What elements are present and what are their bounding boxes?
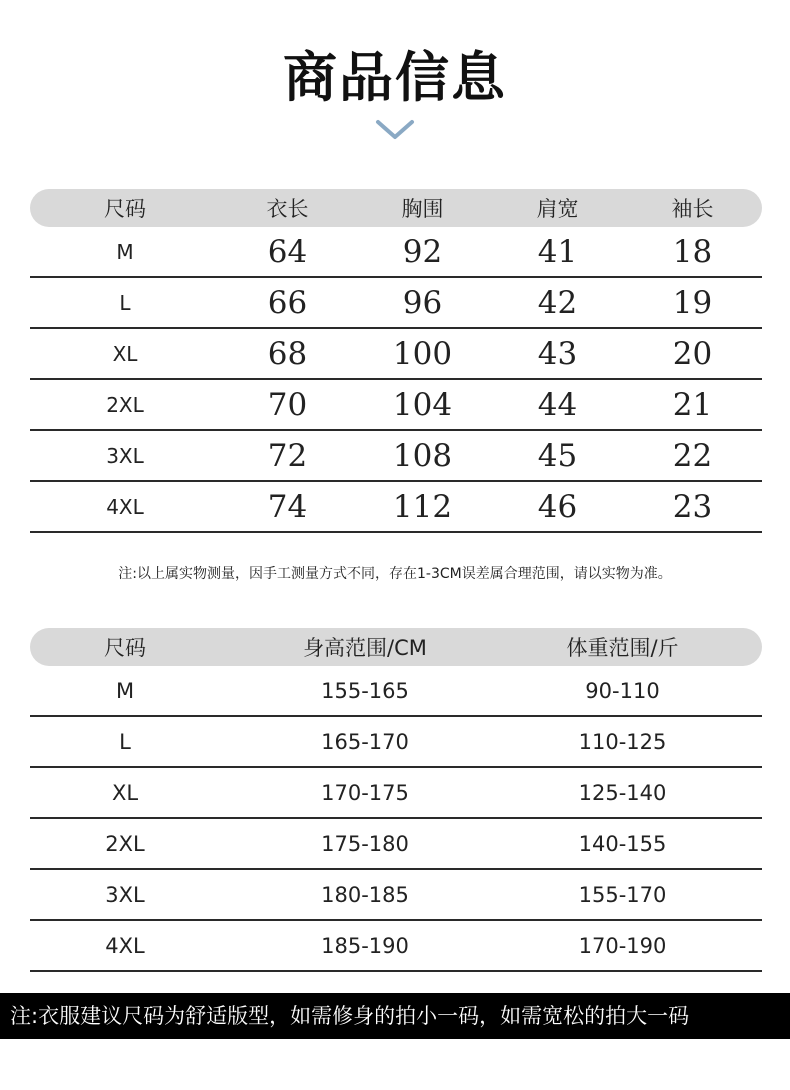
- table-row: [30, 227, 762, 278]
- length-cell: 66: [267, 284, 308, 321]
- height-cell: 165-170: [321, 729, 409, 754]
- height-cell: 155-165: [321, 678, 409, 703]
- sleeve-cell: 20: [672, 335, 713, 372]
- sleeve-cell: 21: [672, 386, 713, 423]
- table-row: [30, 278, 762, 329]
- table-row: [30, 717, 762, 768]
- header-size: 尺码: [104, 636, 146, 660]
- fit-table: [30, 628, 762, 972]
- header-weight: 体重范围/斤: [566, 636, 679, 660]
- shoulder-cell: 43: [537, 335, 578, 372]
- shoulder-cell: 42: [537, 284, 578, 321]
- page-title: 商品信息: [283, 46, 507, 109]
- chest-cell: 112: [392, 488, 453, 525]
- table-row: [30, 921, 762, 972]
- size-cell: 2XL: [106, 392, 144, 417]
- size-cell: M: [115, 678, 135, 703]
- table-row: [30, 431, 762, 482]
- length-cell: 70: [267, 386, 308, 423]
- length-cell: 72: [267, 437, 308, 474]
- size-cell: 4XL: [106, 494, 144, 519]
- shoulder-cell: 46: [537, 488, 578, 525]
- size-cell: 4XL: [105, 933, 145, 958]
- table-row: [30, 819, 762, 870]
- header-size: 尺码: [104, 197, 146, 221]
- size-table: [30, 189, 762, 533]
- chest-cell: 92: [402, 233, 443, 270]
- measurement-note: 注:以上属实物测量，因手工测量方式不同，存在1-3CM误差属合理范围，请以实物为准。: [118, 566, 672, 582]
- table-row: [30, 482, 762, 533]
- chest-cell: 104: [392, 386, 453, 423]
- height-cell: 170-175: [321, 780, 409, 805]
- height-cell: 180-185: [321, 882, 409, 907]
- size-cell: L: [119, 729, 131, 754]
- size-cell: 3XL: [105, 882, 145, 907]
- table-row: [30, 666, 762, 717]
- header-length: 衣长: [266, 197, 309, 221]
- chest-cell: 96: [402, 284, 443, 321]
- height-cell: 175-180: [321, 831, 409, 856]
- table-row: [30, 768, 762, 819]
- weight-cell: 125-140: [578, 780, 667, 805]
- table-row: [30, 329, 762, 380]
- size-cell: 3XL: [106, 443, 144, 468]
- header-chest: 胸围: [401, 197, 444, 221]
- size-table-header: [30, 189, 762, 227]
- fit-table-header: [30, 628, 762, 666]
- weight-cell: 90-110: [585, 678, 660, 703]
- table-row: [30, 870, 762, 921]
- fit-advice-banner: 注:衣服建议尺码为舒适版型，如需修身的拍小一码，如需宽松的拍大一码: [0, 993, 790, 1039]
- sleeve-cell: 19: [672, 284, 713, 321]
- header-height: 身高范围/CM: [303, 636, 427, 660]
- weight-cell: 155-170: [578, 882, 667, 907]
- shoulder-cell: 45: [537, 437, 578, 474]
- chevron-down-icon: [375, 118, 415, 142]
- weight-cell: 110-125: [578, 729, 667, 754]
- header-sleeve: 袖长: [671, 197, 714, 221]
- height-cell: 185-190: [321, 933, 409, 958]
- table-row: [30, 380, 762, 431]
- size-cell: XL: [111, 780, 139, 805]
- length-cell: 74: [267, 488, 308, 525]
- weight-cell: 140-155: [578, 831, 667, 856]
- chest-cell: 108: [392, 437, 453, 474]
- header-shoulder: 肩宽: [536, 197, 579, 221]
- sleeve-cell: 23: [672, 488, 713, 525]
- weight-cell: 170-190: [578, 933, 667, 958]
- sleeve-cell: 18: [672, 233, 713, 270]
- length-cell: 64: [267, 233, 308, 270]
- size-cell: L: [119, 290, 131, 315]
- size-cell: M: [116, 239, 134, 264]
- size-cell: 2XL: [105, 831, 145, 856]
- chest-cell: 100: [392, 335, 453, 372]
- sleeve-cell: 22: [672, 437, 713, 474]
- shoulder-cell: 41: [537, 233, 578, 270]
- length-cell: 68: [267, 335, 308, 372]
- size-cell: XL: [112, 341, 138, 366]
- shoulder-cell: 44: [537, 386, 578, 423]
